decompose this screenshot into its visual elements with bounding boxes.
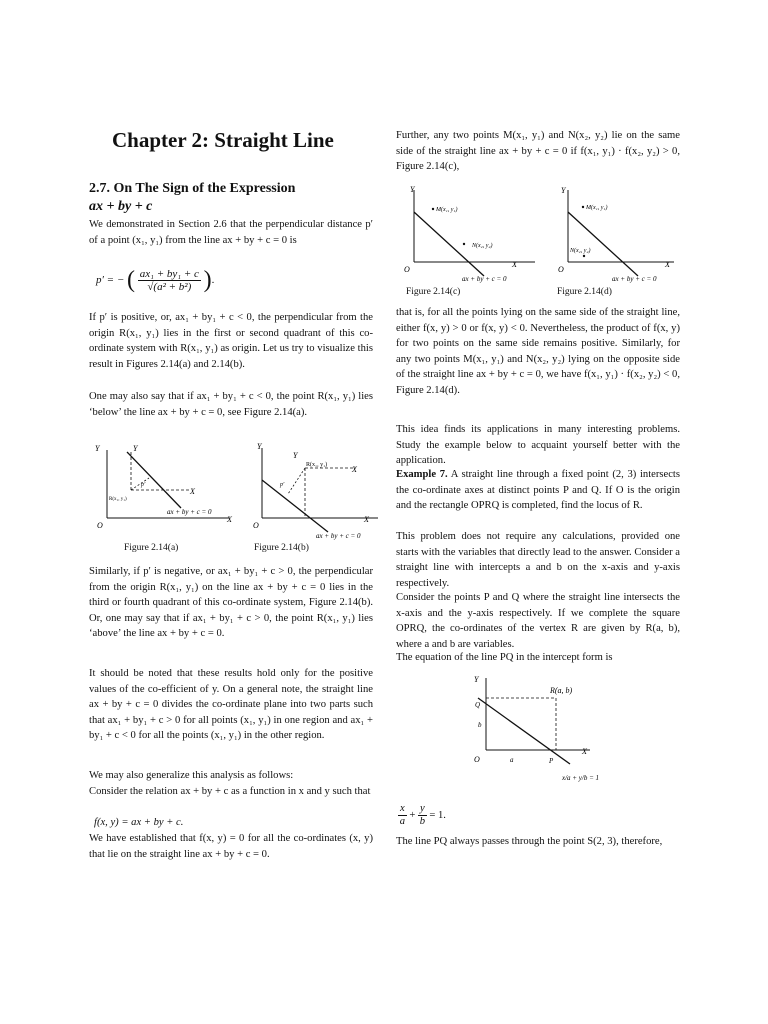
chapter-title: Chapter 2: Straight Line [112,128,334,152]
fig-c-N-label: N(x₂, y₂) [472,243,493,249]
left-paragraph-6: We may also generalize this analysis as follows: [89,770,294,781]
figure-2-14d [552,182,682,287]
fig-b-R-label: R(x₁, y₁) [306,462,328,468]
intercept-Q-label: Q [475,701,481,709]
fig-d-Y-label: Y [561,186,566,195]
intercept-figure [460,672,610,797]
intercept-b-label: b [478,721,482,729]
intercept-O-label: O [474,755,480,764]
left-paragraph-3: One may also say that if ax₁ + by₁ + c < 0, the point R(x₁, y₁) lies ‘below’ the line ax + by + c = 0, see Figure 2.14(a). [89,391,373,418]
right-paragraph-6: Consider the points P and Q where the straight line intersects the x-axis and the y-axis respectively. If we complete the square OPRQ, the co-ordinates of the vertex R are given by R(a, b), where a and b are variables. [396,592,680,650]
intercept-Y-label: Y [474,675,479,684]
intercept-P-label: P [549,757,554,765]
eq-y: y [419,803,425,814]
figure-2-14c-caption: Figure 2.14(c) [406,287,461,297]
figure-2-14b-caption: Figure 2.14(b) [254,543,309,553]
fig-c-line-label: ax + by + c = 0 [462,275,507,283]
fig-b-local-Y-label: Y [293,451,298,460]
left-function-definition: f(x, y) = ax + by + c. [94,817,184,828]
fig-a-line [127,452,181,508]
right-paragraph-7: The equation of the line PQ in the intercept form is [396,652,613,663]
fig-d-point-M [582,206,584,208]
fig-a-X-label: X [227,515,232,524]
formula-lhs: p′ = − [96,274,125,287]
fig-a-p-label: p′ [141,482,146,488]
fig-c-O-label: O [404,265,410,274]
formula-numerator: ax₁ + by₁ + c [139,268,199,280]
section-heading-expression: ax + by + c [89,199,153,214]
right-paragraph-5: This problem does not require any calculations, provided one starts with the variables that directly lead to the answer. Consider a straight line with intercepts a and b on the x-axis and y-axis respectively. [396,531,680,589]
left-paragraph-4: Similarly, if p′ is negative, or ax₁ + by₁ + c > 0, the perpendicular from the origin R(x₁, y₁) on the line ax + by + c = 0 lies in the third or fourth quadrant of this co-ordinate system, Figure 2.14(b). Or, one may say that if ax₁ + by₁ + c > 0, the point R(x₁, y₁) lies ‘above’ the line ax + by + c = 0. [89,566,373,640]
fig-a-R-label: R(x₁, y₁) [109,497,127,502]
fig-d-N-label: N(x₂, y₂) [570,248,591,254]
fig-b-perpendicular [288,468,305,494]
example-text: A straight line through a fixed point (2, 3) intersects the co-ordinate axes at distinct points P and Q. If O is the origin and the rectangle OPRQ is completed, find the locus of R. [396,469,680,512]
intercept-R-label: R(a, b) [550,686,573,695]
fig-b-line [262,480,328,532]
fig-d-X-label: X [665,260,670,269]
figure-2-14d-caption: Figure 2.14(d) [557,287,612,297]
example-label: Example 7. [396,469,448,480]
fig-a-Y-label: Y [95,444,100,453]
figure-2-14a [89,440,239,540]
formula-denominator: √(a² + b²) [147,281,192,293]
eq-b: b [419,816,425,827]
fig-a-perpendicular [131,478,149,490]
left-paragraph-5: It should be noted that these results hold only for the positive values of the co-efficient of y. On a general note, the straight line ax + by + c = 0 divides the co-ordinate plane into two parts such that ax₁ + by₁ + c > 0 for all points (x₁, y₁) in one region and ax₁ + by₁ + c < 0 for all the points (x₁, y₁) in the other region. [89,668,373,742]
left-paragraph-7: Consider the relation ax + by + c as a function in x and y such that [89,786,371,797]
intercept-X-label: X [582,747,587,756]
intercept-equation-label: x/a + y/b = 1 [562,774,600,782]
formula-fraction [138,268,201,293]
intercept-a-label: a [510,756,514,764]
fig-b-Y-label: Y [257,442,262,451]
right-paragraph-3: This idea finds its applications in many interesting problems. Study the example below to acquaint yourself better with the application. [396,424,680,467]
fig-d-line [568,212,638,276]
intercept-equation: $\frac{x}{a}$ + $\frac{y}{b}$ = 1. [399,803,446,827]
left-paragraph-9: We have established that f(x, y) = 0 for all the co-ordinates (x, y) that lie on the straight line ax + by + c = 0. [89,833,373,860]
fig-b-O-label: O [253,521,259,530]
fig-b-p-label: p′ [280,482,285,488]
fig-c-X-label: X [512,260,517,269]
fig-d-line-label: ax + by + c = 0 [612,275,657,283]
fig-d-M-label: M(x₁, y₁) [586,205,608,211]
fig-d-point-N [583,255,585,257]
right-paragraph-2: that is, for all the points lying on the same side of the straight line, either f(x, y) > 0 or f(x, y) < 0. Nevertheless, the product of f(x, y) for two points on the same side remains positive. Similarly, for any two points M(x₁, y₁) and N(x₂, y₂) lying on the opposite side of the straight line ax + by + c = 0, we have f(x₁, y₁) · f(x₂, y₂) < 0, Figure 2.14(d). [396,307,680,396]
eq-y-over-b [418,803,427,828]
section-heading [89,180,379,216]
fig-d-O-label: O [558,265,564,274]
perpendicular-distance-formula: p′ = − ( $\frac{\text{ax₁ + by₁ + c}}{\text{√(a² + b²)}}$ ). [96,267,215,293]
fig-a-line-label: ax + by + c = 0 [167,508,212,516]
fig-b-X-label: X [364,515,369,524]
right-paragraph-1: Further, any two points M(x₁, y₁) and N(x₂, y₂) lie on the same side of the straight line ax + by + c = 0 if f(x₁, y₁) · f(x₂, y₂) > 0, Figure 2.14(c), [396,130,680,173]
fig-c-M-label: M(x₁, y₁) [436,207,458,213]
fig-a-O-label: O [97,521,103,530]
eq-x: x [400,803,405,814]
figure-2-14a-caption: Figure 2.14(a) [124,543,179,553]
fig-b-local-X-label: X [352,465,357,474]
figure-2-14b [248,440,383,540]
figure-2-14c [400,182,540,287]
fig-c-Y-label: Y [410,185,415,194]
right-paragraph-8: The line PQ always passes through the point S(2, 3), therefore, [396,836,663,847]
eq-rhs: = 1. [429,809,446,821]
eq-a: a [399,816,405,827]
fig-a-local-Y-label: Y [133,444,138,453]
left-paragraph-2: If p′ is positive, or, ax₁ + by₁ + c < 0, the perpendicular from the origin R(x₁, y₁) lies in the first or second quadrant of this co-ordinate system with R(x₁, y₁) as origin. Let us try to visualize this result in Figures 2.14(a) and 2.14(b). [89,312,373,370]
fig-b-line-label: ax + by + c = 0 [316,532,361,540]
section-heading-text: 2.7. On The Sign of the Expression [89,181,296,196]
fig-c-point-N [463,243,465,245]
right-example-7 [396,467,680,514]
eq-x-over-a [398,803,407,828]
left-paragraph-1: We demonstrated in Section 2.6 that the perpendicular distance p′ of a point (x₁, y₁) from the line ax + by + c = 0 is [89,219,373,246]
fig-c-point-M [432,208,434,210]
fig-a-local-X-label: X [190,487,195,496]
